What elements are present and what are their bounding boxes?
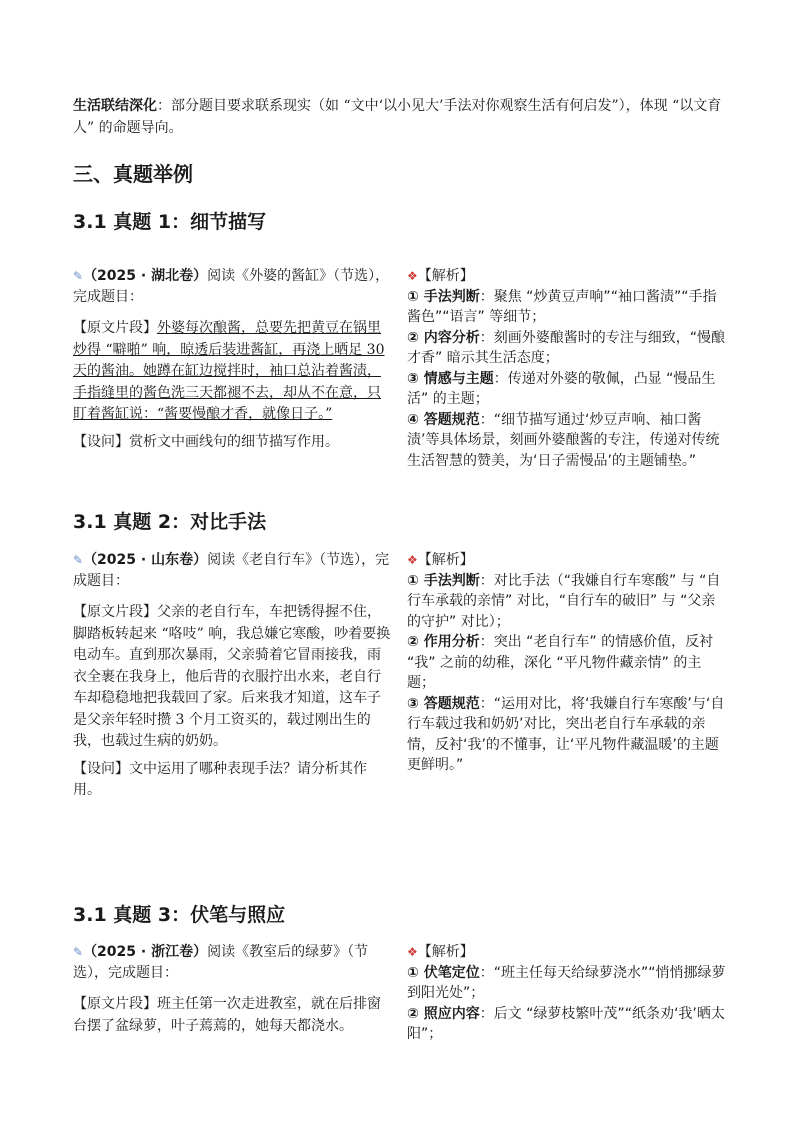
problem-3-analysis bbox=[407, 942, 729, 1045]
problem-3-intro bbox=[73, 942, 391, 984]
analysis-title: 【解析】 bbox=[417, 944, 474, 960]
passage-underlined-text: 外婆每次酿酱，总要先把黄豆在锅里炒得 “噼啪” 响，晾透后装进酱缸，再浇上晒足 30 天的酱油。她蹲在缸边搅拌时，袖口总沾着酱渍，手指缝里的酱色洗三天都褪不去，却从不在意，只盯着酱缸说：“酱要慢酿才香，就像日子。” bbox=[73, 320, 385, 422]
diamond-icon: ❖ bbox=[407, 269, 418, 283]
passage-text: 父亲的老自行车，车把锈得握不住，脚踏板转起来 “咯吱” 响，我总嫌它寒酸，吵着要换电动车。直到那次暴雨，父亲骑着它冒雨接我，雨衣全裹在我身上，他后背的衣服拧出水来，老自行车却稳稳地把我载回了家。后来我才知道，这车子是父亲年轻时攒 3 个月工资买的，载过刚出生的我，也载过生病的奶奶。 bbox=[73, 604, 391, 749]
problem-1-question: 【设问】赏析文中画线句的细节描写作用。 bbox=[73, 433, 339, 450]
analysis-point: ① 伏笔定位：“班主任每天给绿萝浇水”“悄悄挪绿萝到阳光处”； bbox=[407, 964, 726, 1001]
problem-1-intro-text: 阅读《外婆的酱缸》（节选），完成题目： bbox=[73, 268, 390, 305]
passage-label: 【原文片段】 bbox=[73, 996, 157, 1012]
problem-1-source: （2025 · 湖北卷） bbox=[83, 268, 208, 284]
analysis-point: ④ 答题规范：“细节描写通过‘炒豆声响、袖口酱渍’等具体场景，刻画外婆酿酱的专注，传递对传统生活智慧的赞美，为‘日子需慢品’的主题铺垫。” bbox=[407, 411, 720, 469]
problem-2-analysis bbox=[407, 550, 729, 776]
problem-2-passage bbox=[73, 602, 391, 753]
analysis-point: ② 内容分析：刻画外婆酿酱时的专注与细致，“慢酿才香” 暗示其生活态度； bbox=[407, 329, 725, 366]
intro-text: ：部分题目要求联系现实（如 “文中‘以小见大’手法对你观察生活有何启发”），体现 “以文育人” 的命题导向。 bbox=[73, 98, 722, 136]
problem-2-intro bbox=[73, 550, 391, 592]
analysis-point: ① 手法判断：聚焦 “炒黄豆声响”“袖口酱渍”“手指酱色”“语言” 等细节； bbox=[407, 288, 717, 325]
problem-1-passage bbox=[73, 318, 391, 426]
passage-label: 【原文片段】 bbox=[73, 320, 157, 336]
pencil-icon: ✎ bbox=[73, 945, 84, 959]
diamond-icon: ❖ bbox=[407, 553, 418, 567]
analysis-point: ③ 情感与主题：传递对外婆的敬佩，凸显 “慢品生活” 的主题； bbox=[407, 370, 716, 407]
intro-label: 生活联结深化 bbox=[73, 98, 157, 114]
passage-label: 【原文片段】 bbox=[73, 604, 157, 620]
analysis-point: ② 作用分析：突出 “老自行车” 的情感价值，反衬 “我” 之前的幼稚，深化 “平凡物件藏亲情” 的主题； bbox=[407, 634, 714, 691]
problem-3-source: （2025 · 浙江卷） bbox=[83, 944, 208, 960]
problem-3-question-block bbox=[73, 942, 391, 1037]
analysis-point: ③ 答题规范：“运用对比，将‘我嫌自行车寒酸’与‘自行车载过我和奶奶’对比，突出老自行车承载的亲情，反衬‘我’的不懂事，让‘平凡物件藏温暖’的主题更鲜明。” bbox=[407, 695, 725, 773]
pencil-icon: ✎ bbox=[73, 553, 84, 567]
analysis-point: ① 手法判断：对比手法（“我嫌自行车寒酸” 与 “自行车承载的亲情” 对比，“自行车的破旧” 与 “父亲的守护” 对比）； bbox=[407, 572, 721, 630]
problem-2-question-block bbox=[73, 550, 391, 801]
problem-1-intro bbox=[73, 266, 391, 308]
intro-paragraph bbox=[73, 95, 733, 139]
problem-1-question-block bbox=[73, 266, 391, 453]
section-title: 三、真题举例 bbox=[73, 162, 193, 186]
passage-text: 班主任第一次走进教室，就在后排窗台摆了盆绿萝，叶子蔫蔫的，她每天都浇水。 bbox=[73, 996, 381, 1034]
problem-3-heading: 3.1 真题 3：伏笔与照应 bbox=[73, 904, 286, 926]
analysis-point: ② 照应内容：后文 “绿萝枝繁叶茂”“纸条劝‘我’晒太阳”； bbox=[407, 1005, 725, 1042]
problem-2-heading: 3.1 真题 2：对比手法 bbox=[73, 511, 267, 533]
problem-2-question: 【设问】文中运用了哪种表现手法？请分析其作用。 bbox=[73, 760, 367, 798]
problem-2-intro-text: 阅读《老自行车》（节选），完成题目： bbox=[73, 552, 390, 589]
problem-2-source: （2025 · 山东卷） bbox=[83, 552, 208, 568]
diamond-icon: ❖ bbox=[407, 945, 418, 959]
problem-3-passage bbox=[73, 994, 391, 1037]
analysis-title: 【解析】 bbox=[417, 552, 474, 568]
problem-3-intro-text: 阅读《教室后的绿萝》（节选），完成题目： bbox=[73, 944, 369, 981]
problem-1-heading: 3.1 真题 1：细节描写 bbox=[73, 211, 267, 233]
pencil-icon: ✎ bbox=[73, 269, 84, 283]
analysis-title: 【解析】 bbox=[417, 268, 474, 284]
problem-1-analysis bbox=[407, 266, 729, 471]
